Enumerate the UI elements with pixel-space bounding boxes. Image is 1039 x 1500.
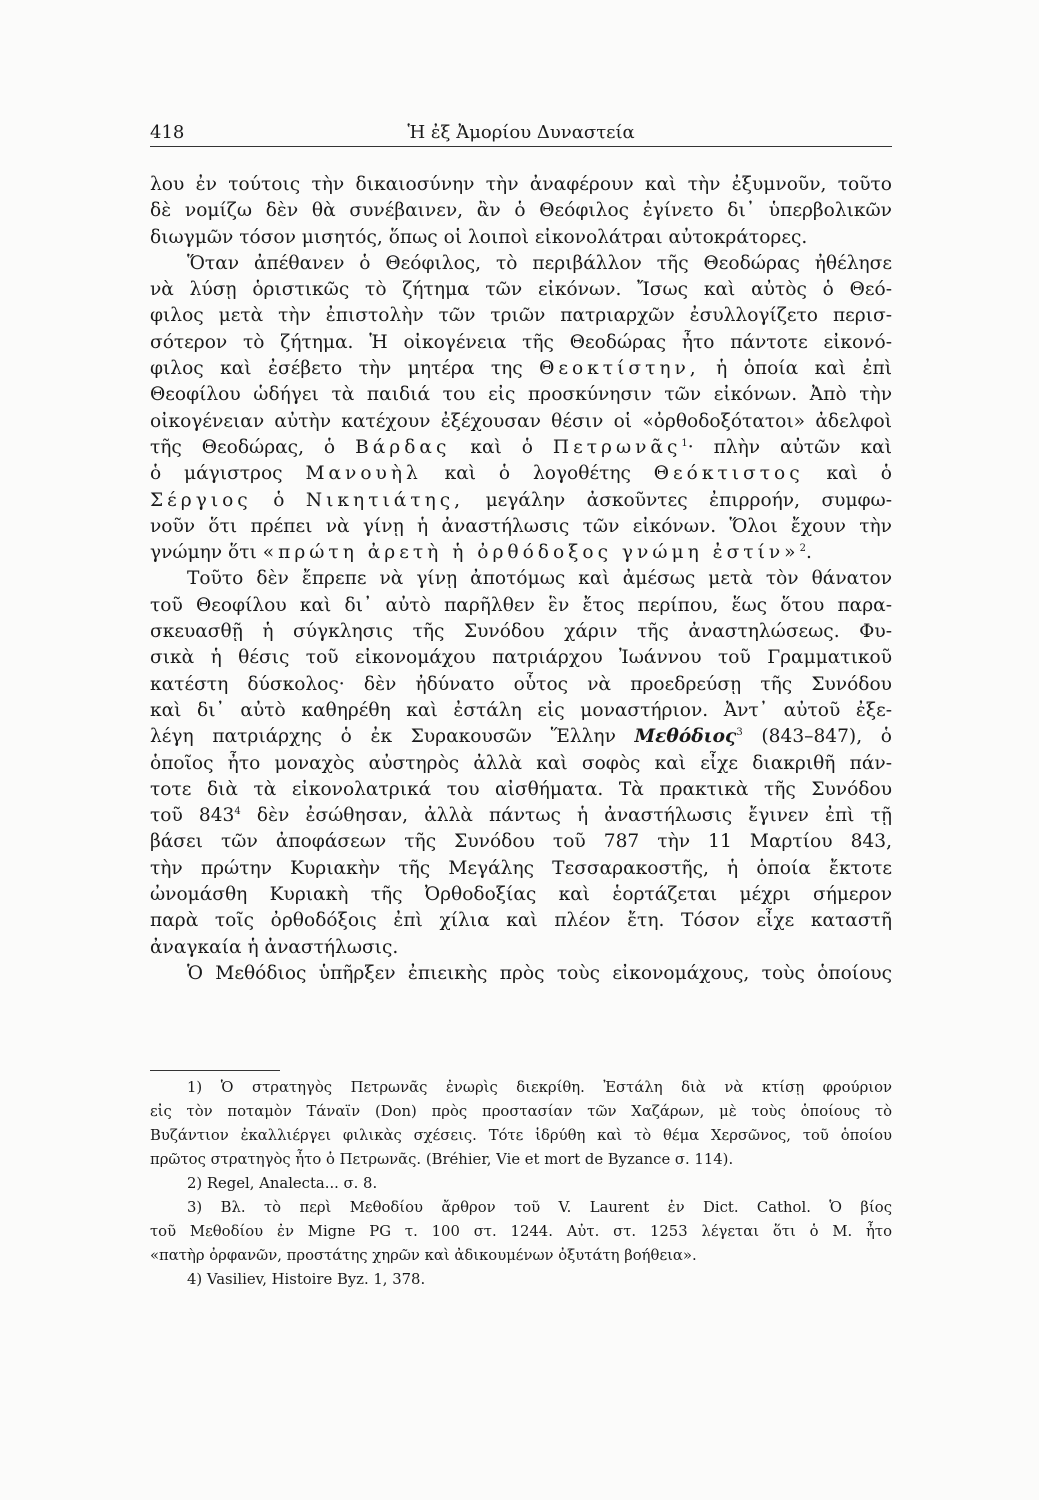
spaced-name: Μανουὴλ bbox=[305, 463, 422, 485]
paragraph-start: Τοῦτο δὲν ἔπρεπε νὰ γίνῃ ἀποτόμως καὶ ἀμέσως μετὰ τὸν θάνατον bbox=[187, 568, 892, 590]
footnote-line: εἰς τὸν ποταμὸν Τάναϊν (Don) πρὸς προστασίαν τῶν Χαζάρων, μὲ τοὺς ὁποίους τὸ bbox=[150, 1103, 892, 1120]
text-line: οἰκογένειαν αὐτὴν κατέχουν ἐξέχουσαν θέσιν οἱ «ὀρθοδοξότατοι» ἀδελφοὶ bbox=[150, 410, 892, 432]
text-line: νὰ λύσῃ ὁριστικῶς τὸ ζήτημα τῶν εἰκόνων. Ἴσως καὶ αὐτὸς ὁ Θεό- bbox=[150, 279, 892, 301]
text-line bbox=[150, 540, 892, 566]
text-line: δὲ νομίζω δὲν θὰ συνέβαινεν, ἂν ὁ Θεόφιλος ἐγίνετο δι᾽ ὑπερβολικῶν bbox=[150, 200, 892, 222]
running-title: Ἡ ἐξ Ἀμορίου Δυναστεία bbox=[407, 122, 635, 143]
text-line: παρὰ τοῖς ὀρθοδόξοις ἐπὶ χίλια καὶ πλέον ἔτη. Τόσον εἶχε καταστῆ bbox=[150, 910, 892, 932]
spaced-name: Θεοκτίστην, bbox=[539, 358, 700, 380]
text-run: μεγάλην ἀσκοῦντες ἐπιρροήν, συμφω- bbox=[485, 489, 892, 511]
text-line: σκευασθῇ ἡ σύγκλησις τῆς Συνόδου χάριν τῆς ἀναστηλώσεως. Φυ- bbox=[150, 621, 892, 643]
main-text bbox=[150, 172, 892, 987]
text-run: τῆς Θεοδώρας, ὁ bbox=[150, 436, 336, 458]
footnote-line: Βυζάντιον ἐκαλλιέργει φιλικὰς σχέσεις. Τότε ἱδρύθη καὶ τὸ θέμα Χερσῶνος, τοῦ ὁποίου bbox=[150, 1127, 892, 1144]
spaced-name: Βάρδας bbox=[355, 436, 451, 458]
text-line bbox=[150, 435, 892, 461]
text-run: γνώμην ὅτι bbox=[150, 542, 257, 564]
text-line: τοτε διὰ τὰ εἰκονολατρικά του αἰσθήματα. Τὰ πρακτικὰ τῆς Συνόδου bbox=[150, 778, 892, 800]
paragraph-start: Ὁ Μεθόδιος ὑπῆρξεν ἐπιεικὴς πρὸς τοὺς εἰκονομάχους, τοὺς ὁποίους bbox=[187, 962, 892, 984]
paragraph-start: Ὅταν ἀπέθανεν ὁ Θεόφιλος, τὸ περιβάλλον τῆς Θεοδώρας ἠθέλησε bbox=[187, 252, 892, 274]
text-line: κατέστη δύσκολος· δὲν ἠδύνατο οὗτος νὰ προεδρεύσῃ τῆς Συνόδου bbox=[150, 673, 892, 695]
text-run: . bbox=[805, 542, 812, 564]
text-line bbox=[150, 356, 892, 382]
footnote-3: 3) Βλ. τὸ περὶ Μεθοδίου ἄρθρον τοῦ V. Laurent ἐν Dict. Cathol. Ὁ βίος bbox=[187, 1199, 892, 1216]
footnote-4: 4) Vasiliev, Histoire Byz. 1, 378. bbox=[187, 1271, 426, 1288]
spaced-name: Νικητιάτης, bbox=[305, 489, 465, 511]
spaced-quote: «πρώτη ἀρετὴ ἡ ὀρθόδοξος γνώμη ἐστίν» bbox=[262, 542, 800, 564]
footnote-ref: 2 bbox=[799, 542, 806, 554]
text-run: φιλος καὶ ἐσέβετο τὴν μητέρα της bbox=[150, 358, 523, 380]
text-line: καὶ δι᾽ αὐτὸ καθηρέθη καὶ ἐστάλη εἰς μοναστήριον. Ἀντ᾽ αὐτοῦ ἐξε- bbox=[150, 699, 892, 721]
text-line bbox=[150, 488, 892, 514]
text-line: τὴν πρώτην Κυριακὴν τῆς Μεγάλης Τεσσαρακοστῆς, ἡ ὁποία ἔκτοτε bbox=[150, 857, 892, 879]
text-line: σότερον τὸ ζήτημα. Ἡ οἰκογένεια τῆς Θεοδώρας ἦτο πάντοτε εἰκονό- bbox=[150, 331, 892, 353]
spaced-name: Πετρωνᾶς bbox=[552, 436, 682, 458]
text-run: καὶ ὁ bbox=[470, 436, 533, 458]
text-run: καὶ ὁ λογοθέτης bbox=[444, 463, 631, 485]
text-run: τοῦ 843 bbox=[150, 805, 235, 827]
text-run: · πλὴν αὐτῶν καὶ bbox=[687, 436, 892, 458]
text-run: ὁ μάγιστρος bbox=[150, 463, 283, 485]
spaced-name: Θεόκτιστος bbox=[653, 463, 804, 485]
bold-name: Μεθόδιος bbox=[634, 726, 737, 748]
page-number: 418 bbox=[150, 122, 185, 143]
text-run: λέγη πατριάρχης ὁ ἐκ Συρακουσῶν Ἕλλην bbox=[150, 726, 616, 748]
footnote-divider bbox=[150, 1070, 280, 1071]
footnote-line: τοῦ Μεθοδίου ἐν Migne PG τ. 100 στ. 1244. Αὐτ. στ. 1253 λέγεται ὅτι ὁ Μ. ἦτο bbox=[150, 1223, 892, 1240]
text-line: βάσει τῶν ἀποφάσεων τῆς Συνόδου τοῦ 787 τὴν 11 Μαρτίου 843, bbox=[150, 831, 892, 853]
text-line: ἀναγκαία ἡ ἀναστήλωσις. bbox=[150, 936, 399, 958]
text-line: νοῦν ὅτι πρέπει νὰ γίνῃ ἡ ἀναστήλωσις τῶν εἰκόνων. Ὅλοι ἔχουν τὴν bbox=[150, 515, 892, 537]
footnotes bbox=[150, 1076, 892, 1292]
page-header bbox=[150, 118, 892, 147]
text-line: λου ἐν τούτοις τὴν δικαιοσύνην τὴν ἀναφέρουν καὶ τὴν ἐξυμνοῦν, τοῦτο bbox=[150, 174, 892, 195]
text-run: δὲν ἐσώθησαν, ἀλλὰ πάντως ἡ ἀναστήλωσις ἔγινεν ἐπὶ τῇ bbox=[256, 805, 892, 827]
footnote-1: 1) Ὁ στρατηγὸς Πετρωνᾶς ἐνωρὶς διεκρίθη. Ἐστάλη διὰ νὰ κτίσῃ φρούριον bbox=[187, 1079, 892, 1096]
text-line: Θεοφίλου ὡδήγει τὰ παιδιά του εἰς προσκύνησιν τῶν εἰκόνων. Ἀπὸ τὴν bbox=[150, 384, 892, 406]
text-line: τοῦ Θεοφίλου καὶ δι᾽ αὐτὸ παρῆλθεν ἓν ἔτος περίπου, ἕως ὅτου παρα- bbox=[150, 594, 892, 616]
text-line: σικὰ ἡ θέσις τοῦ εἰκονομάχου πατριάρχου Ἰωάννου τοῦ Γραμματικοῦ bbox=[150, 647, 892, 669]
footnote-2: 2) Regel, Analecta... σ. 8. bbox=[187, 1175, 378, 1192]
footnote-line: «πατὴρ ὀρφανῶν, προστάτης χηρῶν καὶ ἀδικουμένων ὀξυτάτη βοήθεια». bbox=[150, 1247, 697, 1264]
text-line: διωγμῶν τόσον μισητός, ὅπως οἱ λοιποὶ εἰκονολάτραι αὐτοκράτορες. bbox=[150, 226, 808, 248]
footnote-line: πρῶτος στρατηγὸς ἦτο ὁ Πετρωνᾶς. (Bréhier, Vie et mort de Byzance σ. 114). bbox=[150, 1151, 734, 1168]
text-run: ἡ ὁποία καὶ ἐπὶ bbox=[716, 358, 892, 380]
footnote-ref: 1 bbox=[681, 437, 688, 449]
text-line bbox=[150, 724, 892, 750]
text-line: ὁποῖος ἦτο μοναχὸς αὐστηρὸς ἀλλὰ καὶ σοφὸς καὶ εἶχε διακριθῆ πάν- bbox=[150, 752, 892, 774]
text-line: ὠνομάσθη Κυριακὴ τῆς Ὀρθοδοξίας καὶ ἑορτάζεται μέχρι σήμερον bbox=[150, 884, 892, 906]
text-line bbox=[150, 461, 892, 487]
text-run: (843–847), ὁ bbox=[761, 726, 892, 748]
footnote-ref: 4 bbox=[234, 805, 241, 817]
text-line bbox=[150, 803, 892, 829]
text-line: φιλος μετὰ τὴν ἐπιστολὴν τῶν τριῶν πατριαρχῶν ἐσυλλογίζετο περισ- bbox=[150, 305, 892, 327]
footnote-ref: 3 bbox=[736, 727, 743, 739]
text-run: ὁ bbox=[273, 489, 285, 511]
spaced-name: Σέργιος bbox=[150, 489, 252, 511]
text-run: καὶ ὁ bbox=[826, 463, 892, 485]
